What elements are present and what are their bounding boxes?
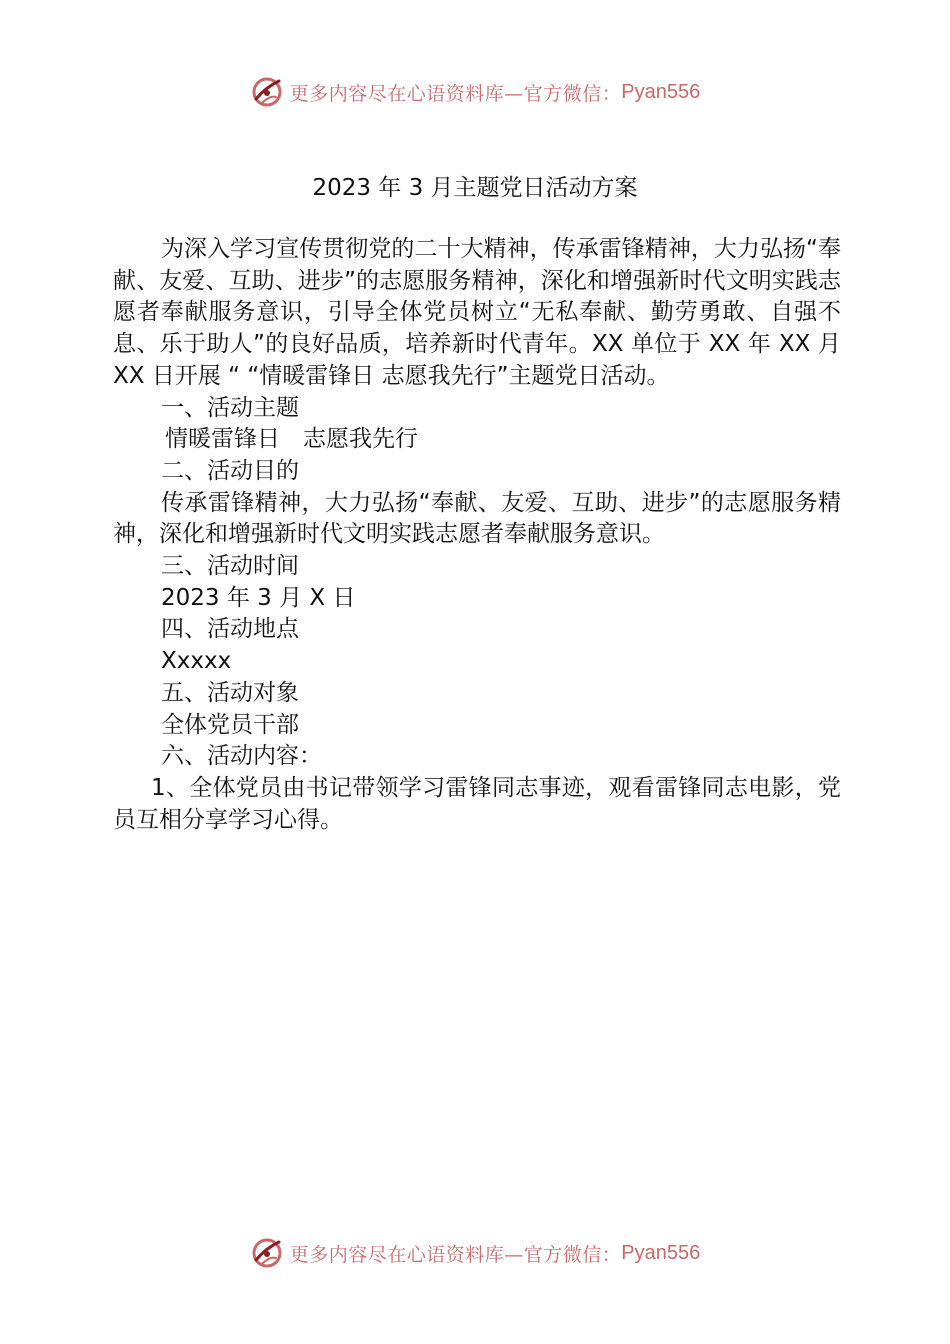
section-heading-time: 三、活动时间 — [161, 553, 299, 580]
brush-circle-logo-icon — [250, 1236, 284, 1270]
section-heading-place: 四、活动地点 — [161, 616, 299, 643]
section-body-place: Xxxxx — [161, 648, 232, 675]
section-body-audience: 全体党员干部 — [161, 711, 299, 738]
intro-paragraph: 为深入学习宣传贯彻党的二十大精神，传承雷锋精神，大力弘扬“奉献、友爱、互助、进步”的志愿服务精神，深化和增强新时代文明实践志愿者奉献服务意识，引导全体党员树立“无私奉献、勤劳勇敢、自强不息、乐于助人”的良好品质，培养新时代青年。XX 单位于 XX 年 XX 月 XX 日开展 “ “情暖雷锋日 志愿我先行”主题党日活动。 — [113, 236, 841, 389]
section-heading-theme: 一、活动主题 — [161, 394, 299, 421]
brush-circle-logo-icon — [250, 75, 284, 109]
section-body-purpose: 传承雷锋精神，大力弘扬“奉献、友爱、互助、进步”的志愿服务精神，深化和增强新时代文明实践志愿者奉献服务意识。 — [113, 489, 841, 548]
document-body — [113, 234, 841, 836]
wechat-id: Pyan556 — [621, 80, 701, 103]
section-heading-purpose: 二、活动目的 — [161, 457, 299, 484]
footer-banner — [0, 1233, 950, 1273]
wechat-id: Pyan556 — [621, 1241, 701, 1264]
banner-text: 更多内容尽在心语资料库—官方微信： — [289, 1243, 622, 1266]
content-item-1: 1、全体党员由书记带领学习雷锋同志事迹，观看雷锋同志电影，党员互相分享学习心得。 — [113, 774, 841, 833]
banner-text: 更多内容尽在心语资料库—官方微信： — [289, 82, 622, 105]
section-heading-audience: 五、活动对象 — [161, 679, 299, 706]
section-body-theme: 情暖雷锋日 志愿我先行 — [165, 426, 418, 453]
section-body-time: 2023 年 3 月 X 日 — [161, 584, 356, 611]
header-banner — [0, 72, 950, 112]
section-heading-content: 六、活动内容： — [161, 743, 322, 770]
document-title: 2023 年 3 月主题党日活动方案 — [312, 175, 638, 201]
